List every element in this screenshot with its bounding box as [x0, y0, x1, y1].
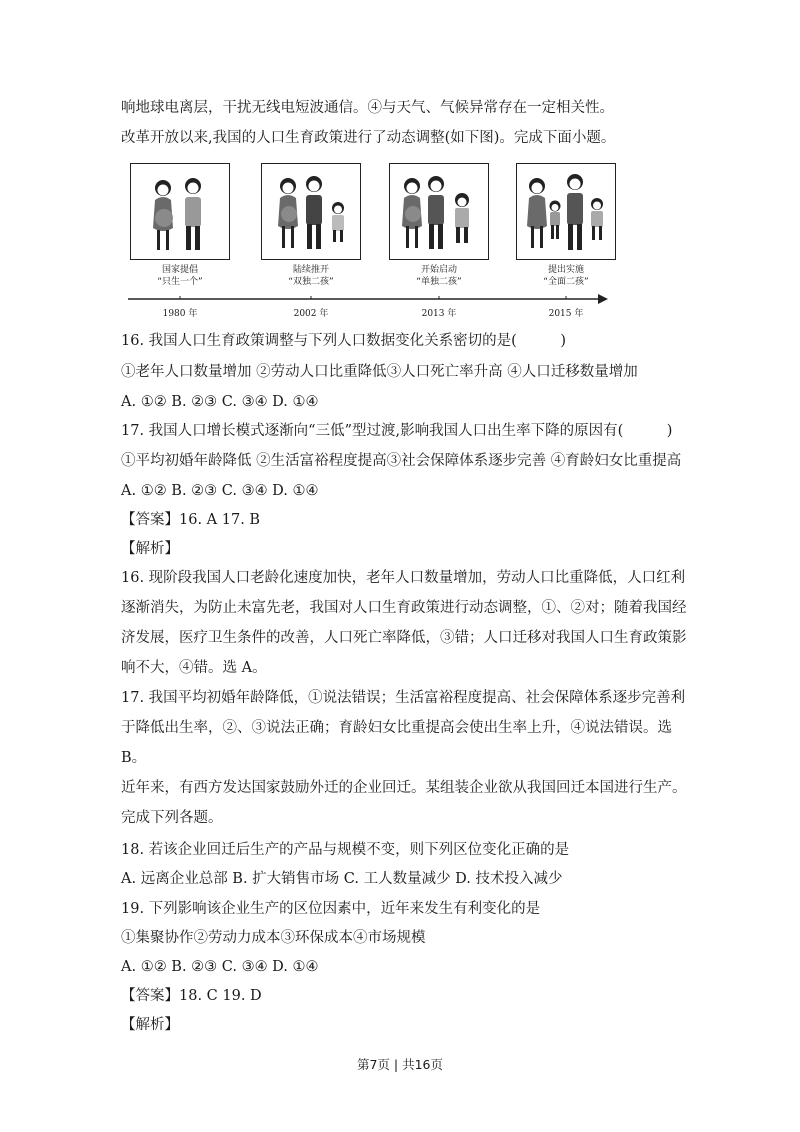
analysis-16-line1: 16. 现阶段我国人口老龄化速度加快，老年人口数量增加，劳动人口比重降低，人口红利: [121, 570, 686, 586]
analysis-16-line2: 逐渐消失，为防止未富先老，我国对人口生育政策进行动态调整，①、②对；随着我国经: [121, 600, 687, 616]
caption-2015-line1: 提出实施: [547, 265, 584, 275]
panel-2002: [261, 163, 361, 260]
year-2013: 2013 年: [421, 309, 457, 319]
caption-2002: [256, 264, 366, 288]
family-two-only-child-illustration: [262, 164, 360, 259]
analysis-17-line3: B。: [121, 750, 147, 766]
caption-2013-line2: “单独二孩”: [416, 277, 462, 287]
caption-2015: [511, 264, 621, 288]
question-16-choices: A. ①② B. ②③ C. ③④ D. ①④: [121, 394, 319, 410]
question-19-options: ①集聚协作②劳动力成本③环保成本④市场规模: [121, 930, 426, 946]
caption-1980: [125, 264, 235, 288]
caption-1980-line2: “只生一个”: [157, 277, 203, 287]
caption-2015-line2: “全面二孩”: [543, 277, 589, 287]
question-17: 17. 我国人口增长模式逐渐向“三低”型过渡,影响我国人口出生率下降的原因有( ): [121, 423, 673, 439]
caption-2013-line1: 开始启动: [420, 265, 457, 275]
analysis-16-line3: 济发展，医疗卫生条件的改善，人口死亡率降低，③错；人口迁移对我国人口生育政策影: [121, 630, 687, 646]
analysis-heading-2: 【解析】: [121, 1017, 179, 1033]
text-line-2: 改革开放以来,我国的人口生育政策进行了动态调整(如下图)。完成下面小题。: [121, 130, 616, 146]
caption-1980-line1: 国家提倡: [161, 265, 198, 275]
family-single-only-child-illustration: [390, 164, 488, 259]
timeline-arrow: [128, 292, 608, 306]
page-footer: 第7页 | 共16页: [356, 1057, 444, 1072]
analysis-heading-1: 【解析】: [121, 541, 179, 557]
question-18-choices: A. 远离企业总部 B. 扩大销售市场 C. 工人数量减少 D. 技术投入减少: [121, 871, 563, 887]
analysis-17-line1: 17. 我国平均初婚年龄降低，①说法错误；生活富裕程度提高、社会保障体系逐步完善利: [121, 690, 686, 706]
family-two-children-illustration: [517, 164, 615, 259]
caption-2002-line2: “双独二孩”: [288, 277, 334, 287]
question-17-options: ①平均初婚年龄降低 ②生活富裕程度提高③社会保障体系逐步完善 ④育龄妇女比重提高: [121, 453, 682, 469]
question-19: 19. 下列影响该企业生产的区位因素中，近年来发生有利变化的是: [121, 901, 541, 917]
year-2015: 2015 年: [548, 309, 584, 319]
panel-2013: [389, 163, 489, 260]
panel-2015: [516, 163, 616, 260]
caption-2013: [384, 264, 494, 288]
panel-1980: [130, 163, 230, 260]
question-17-choices: A. ①② B. ②③ C. ③④ D. ①④: [121, 483, 319, 499]
material-intro-line1: 近年来，有西方发达国家鼓励外迁的企业回迁。某组装企业欲从我国回迁本国进行生产。: [121, 780, 687, 796]
question-16: 16. 我国人口生育政策调整与下列人口数据变化关系密切的是( ): [121, 333, 566, 349]
family-one-child-illustration: [131, 164, 229, 259]
caption-2002-line1: 陆续推开: [292, 265, 329, 275]
analysis-17-line2: 于降低出生率，②、③说法正确；育龄妇女比重提高会使出生率上升，④说法错误。选: [121, 720, 672, 736]
year-2002: 2002 年: [293, 309, 329, 319]
material-intro-line2: 完成下列各题。: [121, 810, 223, 826]
analysis-16-line4: 响不大，④错。选 A。: [121, 660, 267, 676]
question-18: 18. 若该企业回迁后生产的产品与规模不变，则下列区位变化正确的是: [121, 842, 570, 858]
policy-timeline-figure: [128, 160, 608, 325]
question-19-choices: A. ①② B. ②③ C. ③④ D. ①④: [121, 959, 319, 975]
answer-16-17: 【答案】16. A 17. B: [121, 512, 261, 528]
question-16-options: ①老年人口数量增加 ②劳动人口比重降低③人口死亡率升高 ④人口迁移数量增加: [121, 364, 638, 380]
year-1980: 1980 年: [162, 309, 198, 319]
answer-18-19: 【答案】18. C 19. D: [121, 988, 262, 1004]
text-line-1: 响地球电离层，干扰无线电短波通信。④与天气、气候异常存在一定相关性。: [121, 100, 614, 116]
